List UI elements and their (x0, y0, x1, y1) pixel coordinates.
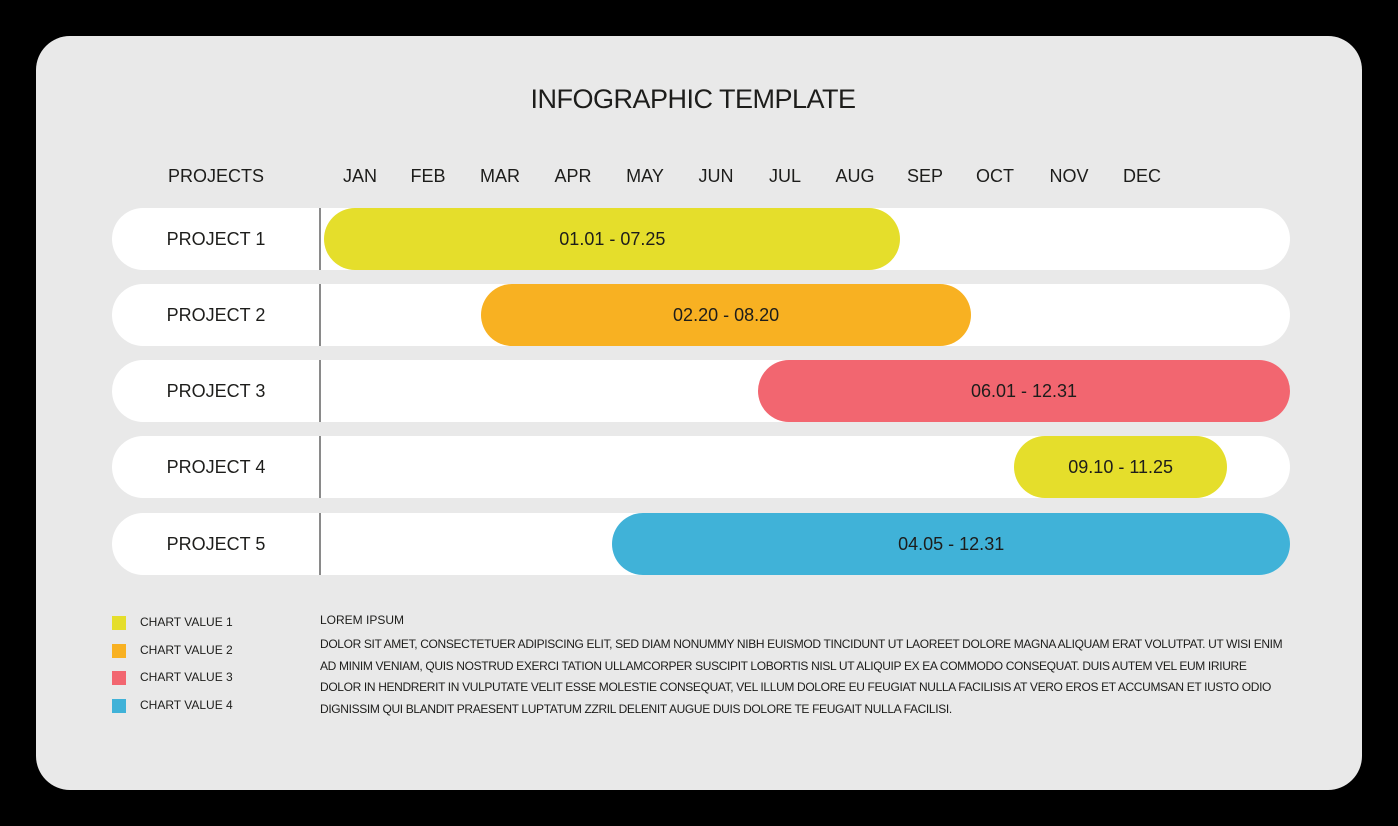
project-label: PROJECT 2 (166, 305, 266, 325)
row-divider (319, 360, 321, 422)
notes-body: DOLOR SIT AMET, CONSECTETUER ADIPISCING ELIT, SED DIAM NONUMMY NIBH EUISMOD TINCIDUNT UT LAOREET DOLORE MAGNA ALIQUAM ERAT VOLUTPAT. UT WISI ENIM AD MINIM VENIAM, QUIS NOSTRUD EXERCI TATION ULLAMCORPER SUSCIPIT LOBORTIS NISL UT ALIQUIP EX EA COMMODO CONSEQUAT. DUIS AUTEM VEL EUM IRIURE DOLOR IN HENDRERIT IN VULPUTATE VELIT ESSE MOLESTIE CONSEQUAT, VEL ILLUM DOLORE EU FEUGIAT NULLA FACILISIS AT VERO EROS ET ACCUMSAN ET IUSTO ODIO DIGNISSIM QUI BLANDIT PRAESENT LUPTATUM ZZRIL DELENIT AUGUE DUIS DOLORE TE FEUGAIT NULLA FACILISI. (320, 637, 1283, 716)
project-label: PROJECT 4 (166, 457, 266, 477)
project-row (112, 284, 1290, 346)
project-row (112, 360, 1290, 422)
legend-label: CHART VALUE 2 (140, 642, 233, 657)
gantt-bar: 04.05 - 12.31 (612, 513, 1290, 575)
month-label: MAR (480, 166, 520, 186)
project-label: PROJECT 3 (166, 381, 266, 401)
legend-swatch (112, 671, 126, 685)
notes-heading: LOREM IPSUM (320, 613, 405, 627)
legend-swatch (112, 616, 126, 630)
month-label: OCT (976, 166, 1014, 186)
row-divider (319, 208, 321, 270)
projects-column-header: PROJECTS (167, 166, 264, 186)
legend-label: CHART VALUE 1 (140, 615, 233, 629)
legend-label: CHART VALUE 4 (140, 698, 233, 713)
legend-item (112, 642, 312, 658)
row-divider (319, 436, 321, 498)
chart-title: INFOGRAPHIC TEMPLATE (530, 84, 856, 114)
gantt-bar: 02.20 - 08.20 (481, 284, 972, 346)
legend-item (112, 614, 312, 630)
legend-label: CHART VALUE 3 (140, 670, 233, 685)
legend-swatch (112, 699, 126, 713)
row-divider (319, 284, 321, 346)
month-label: MAY (626, 166, 664, 186)
project-row (112, 436, 1290, 498)
gantt-bar: 01.01 - 07.25 (324, 208, 900, 270)
notes-block (320, 612, 1290, 720)
month-label: FEB (410, 166, 446, 186)
project-row (112, 513, 1290, 575)
legend-swatch (112, 644, 126, 658)
row-divider (319, 513, 321, 575)
project-label: PROJECT 1 (166, 229, 266, 249)
month-label: APR (554, 166, 592, 186)
legend-item (112, 697, 312, 713)
month-label: NOV (1049, 166, 1089, 186)
month-label: JAN (342, 166, 377, 186)
legend-item (112, 669, 312, 685)
project-label: PROJECT 5 (166, 534, 266, 554)
month-label: AUG (835, 166, 875, 186)
month-label: JUN (698, 166, 734, 186)
month-label: JUL (768, 166, 801, 186)
gantt-bar: 09.10 - 11.25 (1014, 436, 1227, 498)
project-row (112, 208, 1290, 270)
month-label: DEC (1122, 166, 1161, 186)
gantt-bar: 06.01 - 12.31 (758, 360, 1290, 422)
month-label: SEP (906, 166, 944, 186)
